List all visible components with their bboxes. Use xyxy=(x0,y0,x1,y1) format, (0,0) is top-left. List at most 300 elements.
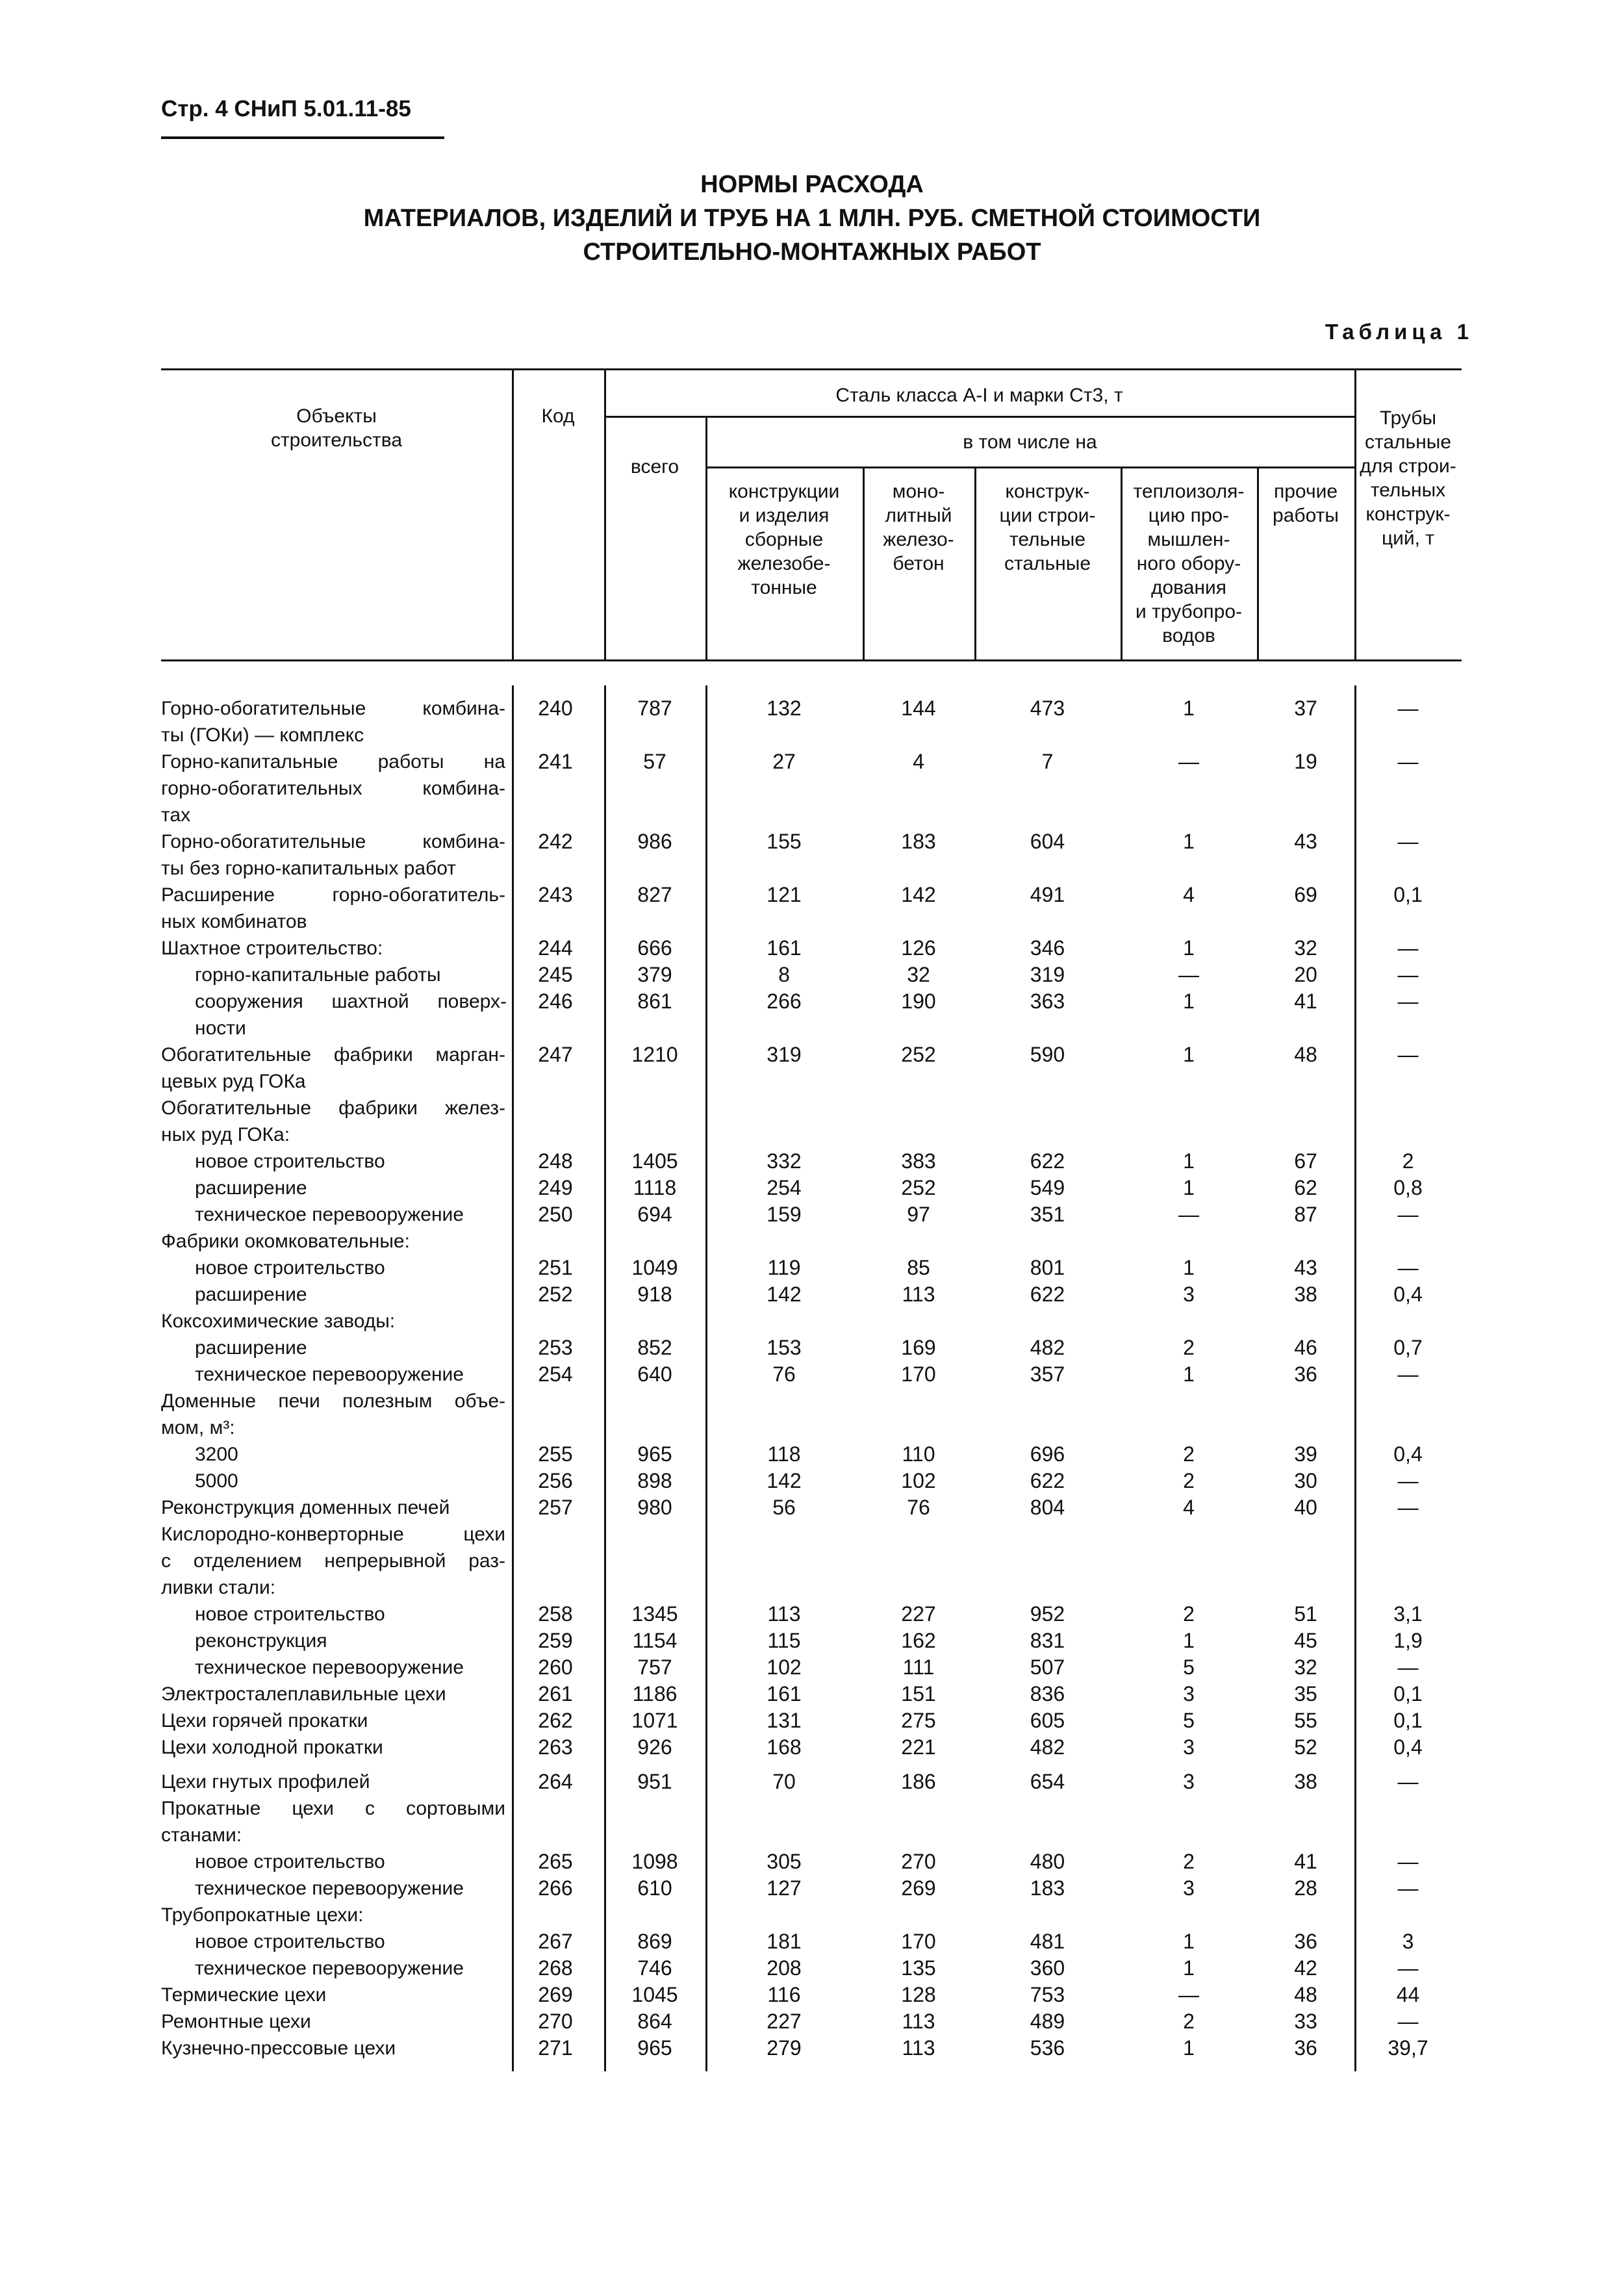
row-c1: 155 xyxy=(767,830,802,853)
row-pipes: — xyxy=(1397,1850,1419,1873)
row-c2: 113 xyxy=(902,2010,935,2033)
row-pipes: — xyxy=(1397,1655,1419,1679)
row-c1: 8 xyxy=(778,963,790,986)
row-c1: 115 xyxy=(767,1629,801,1652)
row-total: 864 xyxy=(637,2010,672,2033)
row-name: Горно-обогатительные комбина- xyxy=(161,831,505,852)
row-c2: 269 xyxy=(901,1876,936,1900)
row-total: 1098 xyxy=(631,1850,678,1873)
row-c5: 36 xyxy=(1294,1930,1317,1953)
row-code: 253 xyxy=(538,1336,573,1359)
row-name: ных руд ГОКа: xyxy=(161,1124,290,1145)
row-name: Шахтное строительство: xyxy=(161,938,383,959)
row-code: 243 xyxy=(538,883,573,906)
row-c4: 1 xyxy=(1183,1149,1195,1173)
row-c3: 801 xyxy=(1030,1256,1065,1279)
c1-header-line: и изделия xyxy=(739,505,830,526)
row-total: 1049 xyxy=(631,1256,678,1279)
row-c4: 1 xyxy=(1183,1629,1195,1652)
row-total: 694 xyxy=(637,1203,672,1226)
row-c4: 5 xyxy=(1183,1655,1195,1679)
row-c2: 113 xyxy=(902,1283,935,1306)
row-c1: 70 xyxy=(772,1770,796,1793)
row-c1: 142 xyxy=(767,1283,802,1306)
row-c4: 5 xyxy=(1183,1709,1195,1732)
row-pipes: — xyxy=(1397,1876,1419,1900)
row-c3: 654 xyxy=(1030,1770,1065,1793)
row-c4: 3 xyxy=(1183,1735,1195,1759)
row-c2: 32 xyxy=(907,963,930,986)
row-c1: 131 xyxy=(767,1709,802,1732)
row-c2: 170 xyxy=(901,1930,936,1953)
row-pipes: — xyxy=(1397,696,1419,720)
row-c1: 127 xyxy=(767,1876,802,1900)
row-c2: 183 xyxy=(901,830,936,853)
row-c2: 275 xyxy=(901,1709,936,1732)
row-c2: 151 xyxy=(901,1682,936,1706)
row-code: 269 xyxy=(538,1983,573,2006)
row-c5: 51 xyxy=(1294,1602,1317,1626)
row-c4: — xyxy=(1178,1983,1199,2006)
row-c2: 111 xyxy=(902,1655,935,1679)
row-total: 986 xyxy=(637,830,672,853)
title-line-2: МАТЕРИАЛОВ, ИЗДЕЛИЙ И ТРУБ НА 1 МЛН. РУБ. СМЕТНОЙ СТОИМОСТИ xyxy=(363,205,1261,232)
row-c3: 831 xyxy=(1030,1629,1065,1652)
row-pipes: — xyxy=(1397,990,1419,1013)
row-c1: 161 xyxy=(767,936,802,960)
row-c3: 360 xyxy=(1030,1956,1065,1980)
row-c3: 473 xyxy=(1030,696,1065,720)
row-c1: 153 xyxy=(767,1336,802,1359)
row-c5: 33 xyxy=(1294,2010,1317,2033)
row-total: 666 xyxy=(637,936,672,960)
row-c3: 952 xyxy=(1030,1602,1065,1626)
row-c4: 1 xyxy=(1183,1956,1195,1980)
c5-header-line: работы xyxy=(1273,505,1339,526)
row-total: 1405 xyxy=(631,1149,678,1173)
row-code: 256 xyxy=(538,1469,573,1492)
row-c5: 32 xyxy=(1294,936,1317,960)
row-code: 249 xyxy=(538,1176,573,1199)
row-name: техническое перевооружение xyxy=(195,1878,464,1899)
c2-header-line: бетон xyxy=(893,553,945,574)
row-pipes: — xyxy=(1397,830,1419,853)
c4-header-line: цию про- xyxy=(1148,505,1230,526)
row-code: 264 xyxy=(538,1770,573,1793)
c1-header-line: тонные xyxy=(751,577,817,598)
row-c3: 836 xyxy=(1030,1682,1065,1706)
row-pipes: 0,1 xyxy=(1393,1682,1423,1706)
row-total: 965 xyxy=(637,2036,672,2060)
row-c2: 4 xyxy=(913,750,924,773)
row-code: 252 xyxy=(538,1283,573,1306)
row-code: 271 xyxy=(538,2036,573,2060)
row-c5: 48 xyxy=(1294,1983,1317,2006)
row-code: 250 xyxy=(538,1203,573,1226)
row-code: 241 xyxy=(538,750,573,773)
steel-group-header: Сталь класса А-I и марки Ст3, т xyxy=(835,385,1123,406)
row-c4: 2 xyxy=(1183,1602,1195,1626)
row-c3: 480 xyxy=(1030,1850,1065,1873)
row-total: 1045 xyxy=(631,1983,678,2006)
row-c2: 126 xyxy=(901,936,936,960)
pipes-header-line: стальные xyxy=(1364,431,1452,453)
title-line-3: СТРОИТЕЛЬНО-МОНТАЖНЫХ РАБОТ xyxy=(583,238,1041,266)
row-name: реконструкция xyxy=(195,1630,327,1652)
row-c1: 56 xyxy=(772,1496,796,1519)
code-col-right-head-line xyxy=(604,368,606,659)
code-col-left-body-line xyxy=(512,685,514,2071)
including-header: в том числе на xyxy=(963,431,1097,453)
row-c5: 42 xyxy=(1294,1956,1317,1980)
row-c5: 40 xyxy=(1294,1496,1317,1519)
row-name: Коксохимические заводы: xyxy=(161,1310,396,1332)
row-pipes: 44 xyxy=(1396,1983,1420,2006)
row-name: ливки стали: xyxy=(161,1577,276,1598)
row-name: Реконструкция доменных печей xyxy=(161,1497,450,1518)
c3-header-line: тельные xyxy=(1009,529,1086,550)
header-top-rule xyxy=(161,368,1462,370)
row-name: Расширение горно-обогатитель- xyxy=(161,884,505,906)
row-total: 1210 xyxy=(631,1043,678,1066)
row-c1: 332 xyxy=(767,1149,802,1173)
row-total: 757 xyxy=(637,1655,672,1679)
row-code: 248 xyxy=(538,1149,573,1173)
row-c4: 1 xyxy=(1183,1362,1195,1386)
c1-header-line: сборные xyxy=(744,529,824,550)
row-code: 266 xyxy=(538,1876,573,1900)
row-c2: 170 xyxy=(901,1362,936,1386)
row-pipes: 39,7 xyxy=(1388,2036,1428,2060)
row-name: тах xyxy=(161,804,191,826)
row-c2: 227 xyxy=(901,1602,936,1626)
row-c5: 41 xyxy=(1294,1850,1317,1873)
row-name: Обогатительные фабрики желез- xyxy=(161,1097,505,1119)
row-name: цевых руд ГОКа xyxy=(161,1071,306,1092)
row-c2: 113 xyxy=(902,2036,935,2060)
row-c5: 69 xyxy=(1294,883,1317,906)
pipes-header-line: Трубы xyxy=(1379,407,1437,429)
row-pipes: 3 xyxy=(1402,1930,1414,1953)
title-line-1: НОРМЫ РАСХОДА xyxy=(700,171,924,198)
c4-header-line: дования xyxy=(1150,577,1227,598)
row-total: 926 xyxy=(637,1735,672,1759)
row-name: новое строительство xyxy=(195,1851,385,1872)
row-code: 267 xyxy=(538,1930,573,1953)
row-code: 254 xyxy=(538,1362,573,1386)
row-code: 242 xyxy=(538,830,573,853)
header-rule xyxy=(161,136,444,139)
row-c5: 55 xyxy=(1294,1709,1317,1732)
row-pipes: 1,9 xyxy=(1393,1629,1423,1652)
row-name: новое строительство xyxy=(195,1603,385,1625)
row-code: 263 xyxy=(538,1735,573,1759)
row-c3: 482 xyxy=(1030,1336,1065,1359)
total-header: всего xyxy=(630,456,679,478)
row-pipes: — xyxy=(1397,1256,1419,1279)
row-code: 244 xyxy=(538,936,573,960)
row-pipes: — xyxy=(1397,1496,1419,1519)
row-c1: 119 xyxy=(767,1256,801,1279)
c3-header-line: стальные xyxy=(1004,553,1091,574)
row-code: 258 xyxy=(538,1602,573,1626)
row-c4: 1 xyxy=(1183,696,1195,720)
row-c4: — xyxy=(1178,963,1199,986)
row-name: Кислородно-конверторные цехи xyxy=(161,1524,505,1545)
row-c4: 4 xyxy=(1183,1496,1195,1519)
c5-right-body-line xyxy=(1354,685,1356,2071)
row-name: Электросталеплавильные цехи xyxy=(161,1683,446,1705)
row-name: с отделением непрерывной раз- xyxy=(161,1550,505,1572)
row-name: расширение xyxy=(195,1337,307,1359)
code-header: Код xyxy=(541,405,575,427)
row-code: 268 xyxy=(538,1956,573,1980)
row-c1: 168 xyxy=(767,1735,802,1759)
row-code: 246 xyxy=(538,990,573,1013)
row-pipes: 3,1 xyxy=(1393,1602,1423,1626)
row-c1: 266 xyxy=(767,990,802,1013)
row-code: 270 xyxy=(538,2010,573,2033)
row-c1: 319 xyxy=(767,1043,802,1066)
document-title xyxy=(0,168,1624,269)
row-total: 379 xyxy=(637,963,672,986)
row-c2: 142 xyxy=(901,883,936,906)
row-c5: 67 xyxy=(1294,1149,1317,1173)
row-pipes: 0,4 xyxy=(1393,1442,1423,1466)
row-c3: 622 xyxy=(1030,1469,1065,1492)
row-c1: 227 xyxy=(767,2010,802,2033)
row-code: 247 xyxy=(538,1043,573,1066)
row-c5: 41 xyxy=(1294,990,1317,1013)
row-name: Доменные печи полезным объе- xyxy=(161,1390,505,1412)
row-total: 918 xyxy=(637,1283,672,1306)
c4-header-line: ного обору- xyxy=(1136,553,1241,574)
c4-header-line: мышлен- xyxy=(1147,529,1230,550)
row-c3: 804 xyxy=(1030,1496,1065,1519)
row-c3: 357 xyxy=(1030,1362,1065,1386)
row-pipes: 0,1 xyxy=(1393,883,1423,906)
row-c2: 102 xyxy=(901,1469,936,1492)
row-c3: 622 xyxy=(1030,1149,1065,1173)
row-c5: 39 xyxy=(1294,1442,1317,1466)
row-c5: 48 xyxy=(1294,1043,1317,1066)
row-c3: 549 xyxy=(1030,1176,1065,1199)
row-c5: 43 xyxy=(1294,1256,1317,1279)
row-c4: 2 xyxy=(1183,1469,1195,1492)
row-c1: 121 xyxy=(767,883,802,906)
row-pipes: — xyxy=(1397,1770,1419,1793)
row-c2: 128 xyxy=(901,1983,936,2006)
row-total: 980 xyxy=(637,1496,672,1519)
row-c5: 20 xyxy=(1294,963,1317,986)
row-code: 260 xyxy=(538,1655,573,1679)
row-name: расширение xyxy=(195,1177,307,1199)
row-c5: 36 xyxy=(1294,2036,1317,2060)
row-total: 1154 xyxy=(632,1629,678,1652)
row-c4: 3 xyxy=(1183,1682,1195,1706)
row-c1: 161 xyxy=(767,1682,802,1706)
row-pipes: — xyxy=(1397,963,1419,986)
row-c1: 118 xyxy=(767,1442,801,1466)
row-code: 240 xyxy=(538,696,573,720)
row-c4: — xyxy=(1178,1203,1199,1226)
row-name: Фабрики окомковательные: xyxy=(161,1231,410,1252)
code-col-right-body-line xyxy=(604,685,606,2071)
row-total: 57 xyxy=(643,750,666,773)
row-c1: 305 xyxy=(767,1850,802,1873)
row-pipes: — xyxy=(1397,1469,1419,1492)
c5-header-line: прочие xyxy=(1273,481,1338,502)
row-c1: 208 xyxy=(767,1956,802,1980)
row-c5: 52 xyxy=(1294,1735,1317,1759)
row-c1: 27 xyxy=(772,750,796,773)
page-header: Стр. 4 СНиП 5.01.11-85 xyxy=(161,96,411,121)
row-code: 262 xyxy=(538,1709,573,1732)
row-name: техническое перевооружение xyxy=(195,1204,464,1225)
row-c2: 383 xyxy=(901,1149,936,1173)
row-c3: 481 xyxy=(1030,1930,1065,1953)
row-c5: 62 xyxy=(1294,1176,1317,1199)
row-total: 1345 xyxy=(631,1602,678,1626)
row-pipes: 0,1 xyxy=(1393,1709,1423,1732)
row-code: 265 xyxy=(538,1850,573,1873)
row-name: новое строительство xyxy=(195,1151,385,1172)
row-c4: 1 xyxy=(1183,1176,1195,1199)
row-total: 610 xyxy=(637,1876,672,1900)
row-c4: 2 xyxy=(1183,1850,1195,1873)
row-name: сооружения шахтной поверх- xyxy=(195,991,507,1012)
c4-header-line: и трубопро- xyxy=(1136,601,1242,622)
row-c4: 1 xyxy=(1183,1043,1195,1066)
row-c5: 37 xyxy=(1294,696,1317,720)
row-c3: 605 xyxy=(1030,1709,1065,1732)
c2-header-line: моно- xyxy=(892,481,945,502)
row-c3: 363 xyxy=(1030,990,1065,1013)
row-c5: 35 xyxy=(1294,1682,1317,1706)
row-name: ных комбинатов xyxy=(161,911,307,932)
row-c1: 113 xyxy=(767,1602,801,1626)
row-c1: 279 xyxy=(767,2036,802,2060)
row-pipes: — xyxy=(1397,1203,1419,1226)
row-name: ности xyxy=(195,1017,246,1039)
row-c5: 38 xyxy=(1294,1770,1317,1793)
row-name: Ремонтные цехи xyxy=(161,2011,311,2032)
row-pipes: 2 xyxy=(1402,1149,1414,1173)
row-total: 965 xyxy=(637,1442,672,1466)
row-c4: 1 xyxy=(1183,936,1195,960)
row-code: 259 xyxy=(538,1629,573,1652)
row-c1: 181 xyxy=(767,1930,802,1953)
row-c5: 28 xyxy=(1294,1876,1317,1900)
c4-header-line: водов xyxy=(1162,625,1215,646)
row-c2: 252 xyxy=(901,1043,936,1066)
row-name: Трубопрокатные цехи: xyxy=(161,1904,364,1926)
row-c1: 132 xyxy=(767,696,802,720)
c1-header-line: конструкции xyxy=(728,481,840,502)
row-c4: 1 xyxy=(1183,830,1195,853)
row-c2: 110 xyxy=(902,1442,935,1466)
row-c2: 76 xyxy=(907,1496,930,1519)
row-pipes: 0,7 xyxy=(1393,1336,1423,1359)
row-c5: 43 xyxy=(1294,830,1317,853)
row-name: техническое перевооружение xyxy=(195,1364,464,1385)
row-name: 5000 xyxy=(195,1470,238,1492)
row-c2: 186 xyxy=(901,1770,936,1793)
row-pipes: — xyxy=(1397,1043,1419,1066)
row-pipes: — xyxy=(1397,750,1419,773)
row-name: Термические цехи xyxy=(161,1984,327,2006)
row-c3: 507 xyxy=(1030,1655,1065,1679)
row-c1: 142 xyxy=(767,1469,802,1492)
row-c5: 45 xyxy=(1294,1629,1317,1652)
row-c3: 489 xyxy=(1030,2010,1065,2033)
c2-header-line: литный xyxy=(885,505,952,526)
objects-header-line: строительства xyxy=(270,429,403,451)
row-c3: 183 xyxy=(1030,1876,1065,1900)
row-pipes: 0,4 xyxy=(1393,1735,1423,1759)
c3-header-line: конструк- xyxy=(1005,481,1090,502)
row-c4: 1 xyxy=(1183,990,1195,1013)
row-c4: 1 xyxy=(1183,1256,1195,1279)
row-c5: 19 xyxy=(1294,750,1317,773)
row-total: 861 xyxy=(637,990,672,1013)
row-name: мом, м³: xyxy=(161,1417,235,1438)
row-c2: 169 xyxy=(901,1336,936,1359)
row-pipes: — xyxy=(1397,1956,1419,1980)
c1-header-line: железобе- xyxy=(737,553,831,574)
c4-header-line: теплоизоля- xyxy=(1133,481,1245,502)
row-c4: 4 xyxy=(1183,883,1195,906)
row-code: 257 xyxy=(538,1496,573,1519)
pipes-header-line: тельных xyxy=(1370,479,1446,501)
pipes-header-line: для строи- xyxy=(1360,455,1456,477)
table-label: Таблица 1 xyxy=(1325,320,1473,344)
row-name: техническое перевооружение xyxy=(195,1657,464,1678)
row-c3: 622 xyxy=(1030,1283,1065,1306)
row-total: 787 xyxy=(637,696,672,720)
row-total: 1118 xyxy=(633,1176,677,1199)
row-c3: 482 xyxy=(1030,1735,1065,1759)
row-c4: 3 xyxy=(1183,1770,1195,1793)
row-name: Цехи холодной прокатки xyxy=(161,1737,383,1758)
row-c3: 319 xyxy=(1030,963,1065,986)
row-c2: 221 xyxy=(901,1735,936,1759)
row-c2: 97 xyxy=(907,1203,930,1226)
row-total: 746 xyxy=(637,1956,672,1980)
row-total: 852 xyxy=(637,1336,672,1359)
row-c3: 7 xyxy=(1041,750,1054,773)
row-c4: 1 xyxy=(1183,1930,1195,1953)
row-c2: 190 xyxy=(901,990,936,1013)
row-name: ты (ГОКи) — комплекс xyxy=(161,724,364,746)
row-name: 3200 xyxy=(195,1444,238,1465)
row-c4: — xyxy=(1178,750,1199,773)
row-code: 245 xyxy=(538,963,573,986)
row-total: 898 xyxy=(637,1469,672,1492)
row-name: ты без горно-капитальных работ xyxy=(161,858,456,879)
row-c1: 102 xyxy=(767,1655,802,1679)
row-code: 251 xyxy=(538,1256,573,1279)
row-name: техническое перевооружение xyxy=(195,1958,464,1979)
row-c4: 3 xyxy=(1183,1876,1195,1900)
row-c2: 85 xyxy=(907,1256,930,1279)
row-c3: 753 xyxy=(1030,1983,1065,2006)
row-c2: 162 xyxy=(901,1629,936,1652)
row-name: Цехи горячей прокатки xyxy=(161,1710,368,1731)
header-bottom-rule xyxy=(161,659,1462,661)
row-name: Кузнечно-прессовые цехи xyxy=(161,2038,396,2059)
row-c4: 1 xyxy=(1183,2036,1195,2060)
